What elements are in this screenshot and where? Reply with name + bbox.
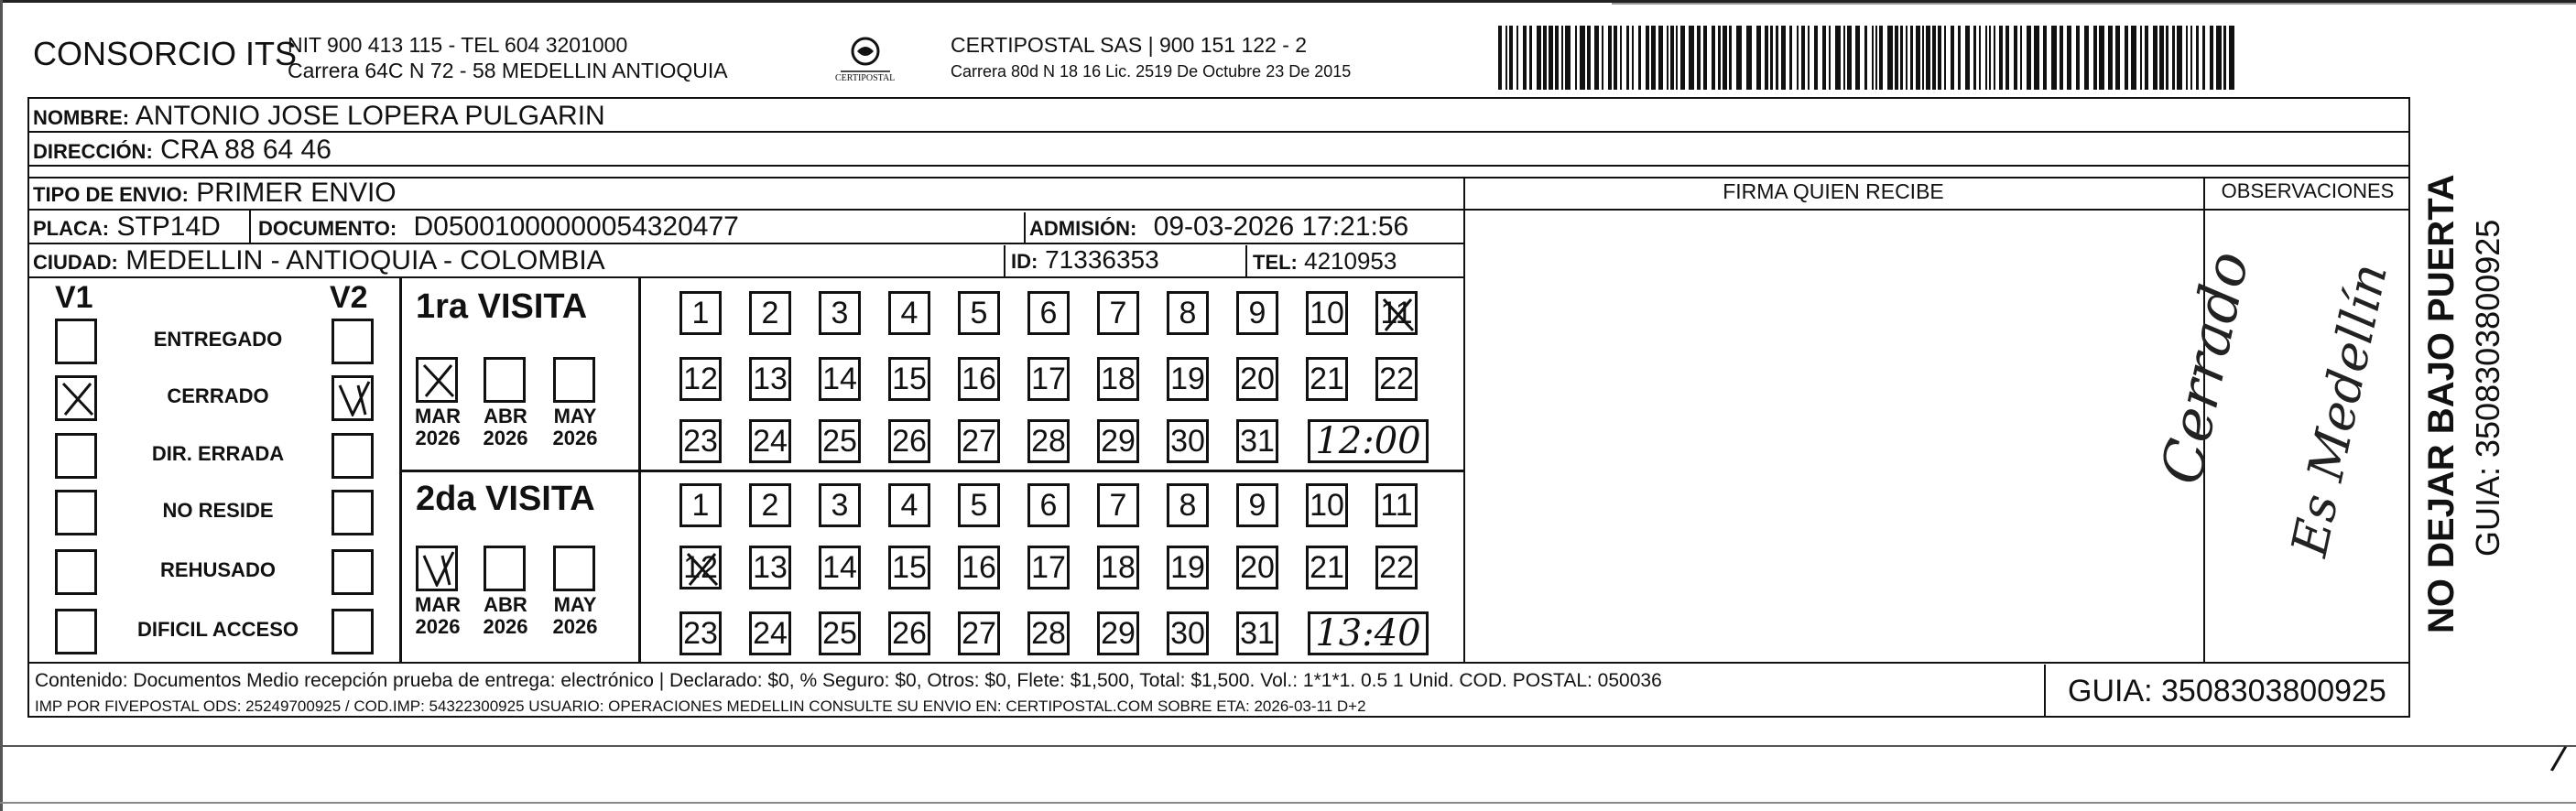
- scanned-delivery-guide: CONSORCIO ITS NIT 900 413 115 - TEL 604 3201000 Carrera 64C N 72 - 58 MEDELLIN ANTIOQUIA CERTIPOSTAL CERTIPOSTAL SAS | 900 151 122 - 2 Carrera 80d N 18 16 Lic. 2519 De Octubre 23 De 2015 NOMBRE: ANTONIO JOSE LOPERA PULGARIN DIRECCIÓN: CRA 88 64 46 TIPO DE ENVIO: PRIMER ENVIO PLACA: STP14D DOCUMENTO: D05001000000054320477 ADMISIÓN: 09-03-2026 17:21:56 CIUDAD: MEDELLIN - ANTIOQUIA - COLOMBIA ID: 71336353 TEL: 4210953 FIRMA QUIEN RECIBE OBSERVACIONES Cerrado Es Medellín V1 V2 ENTREGADO CERRADO DIR. ERRADA NO RESIDE REHUSADO DIFICIL ACCESO 1ra VISITA MAR 2026 ABR 2026 MAY 2026 1 2 3 4 5 6 7 8 9 10 11 12 13 14 15 16 17 18 19 20 21 22 23 24 25 26 27 28 29 30 31 12:00 2da VISITA MAR 2026 ABR 2026 MAY 2026 1 2 3 4 5 6 7 8 9 10 11 12 13 14 15 16 17 18 19 20 21 22 23 24 25 26 27 28 29 30 31 13:40 Contenido: Documentos Medio recepción prueba de entrega: electrónico | Declarado: $0, % Seguro: $0, Otros: $0, Flete: $1,500, Total: $1,500. Vol.: 1*1*1. 0.5 1 Unid. COD. POSTAL: 050036 IMP POR FIVEPOSTAL ODS: 25249700925 / COD.IMP: 54322300925 USUARIO: OPERACIONES MEDELLIN CONSULTE SU ENVIO EN: CERTIPOSTAL.COM SOBRE ETA: 2026-03-11 D+2 GUIA: 3508303800925 NO DEJAR BAJO PUERTA GUIA: 3508303800925 /: [0, 0, 2576, 811]
- nombre-label: NOMBRE:: [33, 106, 130, 129]
- visit2-day-cell[interactable]: 6: [1027, 483, 1070, 527]
- visit1-month-label: ABR: [484, 405, 527, 427]
- visit1-day-cell[interactable]: 17: [1027, 357, 1070, 401]
- sender-nit: NIT 900 413 115 - TEL 604 3201000: [288, 33, 628, 57]
- documento-value: D05001000000054320477: [413, 211, 739, 242]
- status-label: DIR. ERRADA: [151, 442, 285, 465]
- visit1-month-checkbox[interactable]: [553, 357, 595, 403]
- visit1-day-cell[interactable]: 27: [958, 419, 1000, 463]
- visit1-year-label: 2026: [415, 427, 461, 449]
- tel-row: [1253, 247, 1397, 276]
- visit2-time: 13:40: [1308, 611, 1429, 655]
- visit2-year-label: 2026: [415, 615, 461, 638]
- visit2-year-label: 2026: [552, 615, 598, 638]
- admision-value: 09-03-2026 17:21:56: [1153, 211, 1409, 242]
- visit1-year-label: 2026: [552, 427, 598, 449]
- direccion-value: CRA 88 64 46: [160, 135, 332, 165]
- direccion-row: [33, 135, 332, 166]
- visit1-day-cell[interactable]: 28: [1027, 419, 1070, 463]
- visit2-day-cell[interactable]: 3: [819, 483, 861, 527]
- tel-label: TEL:: [1253, 251, 1298, 274]
- visit2-title: 2da VISITA: [416, 480, 595, 518]
- visit1-day-cell[interactable]: 18: [1097, 357, 1139, 401]
- placa-row: [33, 211, 221, 243]
- ciudad-label: CIUDAD:: [33, 251, 118, 274]
- visit1-day-cell[interactable]: 6: [1027, 291, 1070, 335]
- visit1-day-cell[interactable]: 2: [749, 291, 791, 335]
- visit1-day-cell[interactable]: 20: [1236, 357, 1278, 401]
- visit2-day-cell[interactable]: 12: [679, 546, 722, 589]
- visit1-day-cell[interactable]: 21: [1306, 357, 1348, 401]
- visit1-day-cell[interactable]: 23: [679, 419, 722, 463]
- visit1-month-checkbox[interactable]: [484, 357, 526, 403]
- visit1-day-cell[interactable]: 25: [819, 419, 861, 463]
- sender-name: CONSORCIO ITS: [33, 35, 298, 72]
- status-label: NO RESIDE: [162, 499, 274, 522]
- visit2-day-cell[interactable]: 13: [749, 546, 791, 589]
- logo-text: CERTIPOSTAL: [835, 73, 896, 83]
- visit1-day-cell[interactable]: 26: [888, 419, 930, 463]
- visit1-day-cell[interactable]: 15: [888, 357, 930, 401]
- id-value: 71336353: [1045, 245, 1159, 274]
- status-label: REHUSADO: [160, 558, 276, 581]
- visit1-month-checkbox[interactable]: [416, 357, 458, 403]
- visit2-month-label: ABR: [484, 593, 527, 616]
- visit2-day-cell[interactable]: 22: [1375, 546, 1418, 589]
- nombre-value: ANTONIO JOSE LOPERA PULGARIN: [135, 101, 605, 131]
- visit2-day-cell[interactable]: 4: [888, 483, 930, 527]
- visit2-day-cell[interactable]: 8: [1167, 483, 1209, 527]
- visit1-day-cell[interactable]: 1: [679, 291, 722, 335]
- carrier-line2: Carrera 80d N 18 16 Lic. 2519 De Octubre 23 De 2015: [951, 62, 1352, 81]
- visit2-day-cell[interactable]: 9: [1236, 483, 1278, 527]
- visit1-day-cell[interactable]: 30: [1167, 419, 1209, 463]
- scan-left-edge: [0, 0, 3, 811]
- visit2-day-cell[interactable]: 15: [888, 546, 930, 589]
- visit2-month-label: MAY: [553, 593, 597, 616]
- tipo-row: [33, 178, 397, 209]
- status-v2-checkbox[interactable]: [332, 490, 374, 535]
- v2-header: V2: [330, 280, 368, 315]
- visit2-day-cell[interactable]: 24: [749, 611, 791, 655]
- visit2-month-checkbox[interactable]: [416, 546, 458, 591]
- visit2-day-cell[interactable]: 14: [819, 546, 861, 589]
- placa-value: STP14D: [116, 211, 221, 242]
- ciudad-value: MEDELLIN - ANTIOQUIA - COLOMBIA: [125, 245, 605, 276]
- side-guia: GUIA: 3508303800925: [2469, 219, 2506, 557]
- observaciones-header: OBSERVACIONES: [2221, 179, 2395, 202]
- visit2-day-cell[interactable]: 2: [749, 483, 791, 527]
- id-label: ID:: [1011, 250, 1038, 273]
- footer-imp: IMP POR FIVEPOSTAL ODS: 25249700925 / COD.IMP: 54322300925 USUARIO: OPERACIONES MEDELLIN CONSULTE SU ENVIO EN: CERTIPOSTAL.COM SOBRE ETA: 2026-03-11 D+2: [35, 697, 1366, 715]
- visit1-day-cell[interactable]: 7: [1097, 291, 1139, 335]
- visit1-day-cell[interactable]: 9: [1236, 291, 1278, 335]
- visit1-day-cell[interactable]: 11: [1375, 291, 1418, 335]
- footer-contenido: Contenido: Documentos Medio recepción prueba de entrega: electrónico | Declarado: $0, % Seguro: $0, Otros: $0, Flete: $1,500, Total: $1,500. Vol.: 1*1*1. 0.5 1 Unid. COD. POSTAL: 050036: [35, 670, 1662, 691]
- status-label: DIFICIL ACCESO: [136, 618, 299, 641]
- visit2-day-cell[interactable]: 18: [1097, 546, 1139, 589]
- visit2-month-label: MAR: [414, 593, 462, 616]
- visit2-day-cell[interactable]: 26: [888, 611, 930, 655]
- status-v2-checkbox[interactable]: [332, 549, 374, 595]
- status-v1-checkbox[interactable]: [55, 549, 97, 595]
- admision-label: ADMISIÓN:: [1029, 217, 1137, 240]
- v1-header: V1: [55, 280, 93, 315]
- direccion-label: DIRECCIÓN:: [33, 140, 153, 163]
- side-warning: NO DEJAR BAJO PUERTA: [2421, 174, 2462, 633]
- status-v2-checkbox[interactable]: [332, 319, 374, 364]
- scan-streak: [1612, 3, 2576, 5]
- firma-header: FIRMA QUIEN RECIBE: [1723, 179, 1944, 203]
- visit1-time: 12:00: [1308, 419, 1429, 463]
- visit2-day-cell[interactable]: 1: [679, 483, 722, 527]
- status-v2-checkbox[interactable]: [332, 375, 374, 421]
- carrier-line1: CERTIPOSTAL SAS | 900 151 122 - 2: [951, 33, 1308, 57]
- ciudad-row: [33, 245, 605, 276]
- visit2-day-cell[interactable]: 5: [958, 483, 1000, 527]
- visit1-day-cell[interactable]: 12: [679, 357, 722, 401]
- visit2-day-cell[interactable]: 20: [1236, 546, 1278, 589]
- tipo-value: PRIMER ENVIO: [196, 178, 397, 208]
- visit1-day-cell[interactable]: 10: [1306, 291, 1348, 335]
- visit1-day-cell[interactable]: 16: [958, 357, 1000, 401]
- id-row: [1011, 245, 1159, 275]
- visit1-day-cell[interactable]: 22: [1375, 357, 1418, 401]
- admision-row: [1029, 211, 1408, 243]
- visit2-day-cell[interactable]: 10: [1306, 483, 1348, 527]
- visit2-day-cell[interactable]: 19: [1167, 546, 1209, 589]
- visit2-day-cell[interactable]: 7: [1097, 483, 1139, 527]
- visit1-title: 1ra VISITA: [416, 287, 588, 326]
- footer-guia: GUIA: 3508303800925: [2068, 674, 2386, 708]
- barcode: [1498, 26, 2231, 90]
- documento-label: DOCUMENTO:: [258, 217, 397, 240]
- visit2-day-cell[interactable]: 11: [1375, 483, 1418, 527]
- handwritten-note-2: Es Medellín: [2280, 258, 2399, 562]
- visit2-day-cell[interactable]: 28: [1027, 611, 1070, 655]
- visit2-day-cell[interactable]: 17: [1027, 546, 1070, 589]
- visit1-day-cell[interactable]: 14: [819, 357, 861, 401]
- visit1-year-label: 2026: [483, 427, 528, 449]
- sender-address: Carrera 64C N 72 - 58 MEDELLIN ANTIOQUIA: [288, 59, 728, 82]
- visit1-day-cell[interactable]: 29: [1097, 419, 1139, 463]
- visit2-day-cell[interactable]: 21: [1306, 546, 1348, 589]
- visit2-day-cell[interactable]: 31: [1236, 611, 1278, 655]
- documento-row: [258, 211, 739, 243]
- status-label: ENTREGADO: [153, 328, 283, 351]
- nombre-row: [33, 101, 605, 132]
- visit1-day-cell[interactable]: 31: [1236, 419, 1278, 463]
- status-v1-checkbox[interactable]: [55, 433, 97, 479]
- visit1-day-cell[interactable]: 3: [819, 291, 861, 335]
- status-v1-checkbox[interactable]: [55, 609, 97, 654]
- visit2-day-cell[interactable]: 25: [819, 611, 861, 655]
- visit1-month-label: MAR: [414, 405, 462, 427]
- placa-label: PLACA:: [33, 217, 110, 240]
- visit1-day-cell[interactable]: 5: [958, 291, 1000, 335]
- tel-value: 4210953: [1304, 247, 1397, 275]
- visit1-day-cell[interactable]: 24: [749, 419, 791, 463]
- tipo-label: TIPO DE ENVIO:: [33, 183, 189, 206]
- visit2-day-cell[interactable]: 23: [679, 611, 722, 655]
- visit2-day-cell[interactable]: 16: [958, 546, 1000, 589]
- visit2-day-cell[interactable]: 29: [1097, 611, 1139, 655]
- visit2-month-checkbox[interactable]: [553, 546, 595, 591]
- visit1-day-cell[interactable]: 8: [1167, 291, 1209, 335]
- visit1-month-label: MAY: [553, 405, 597, 427]
- visit1-day-cell[interactable]: 4: [888, 291, 930, 335]
- status-v1-checkbox[interactable]: [55, 319, 97, 364]
- status-v1-checkbox[interactable]: [55, 490, 97, 535]
- status-v1-checkbox[interactable]: [55, 375, 97, 421]
- visit2-day-cell[interactable]: 30: [1167, 611, 1209, 655]
- visit1-day-cell[interactable]: 19: [1167, 357, 1209, 401]
- visit1-day-cell[interactable]: 13: [749, 357, 791, 401]
- visit2-day-cell[interactable]: 27: [958, 611, 1000, 655]
- handwritten-note-1: Cerrado: [2147, 245, 2262, 491]
- visit2-year-label: 2026: [483, 615, 528, 638]
- status-v2-checkbox[interactable]: [332, 609, 374, 654]
- status-v2-checkbox[interactable]: [332, 433, 374, 479]
- visit2-month-checkbox[interactable]: [484, 546, 526, 591]
- status-label: CERRADO: [167, 384, 269, 407]
